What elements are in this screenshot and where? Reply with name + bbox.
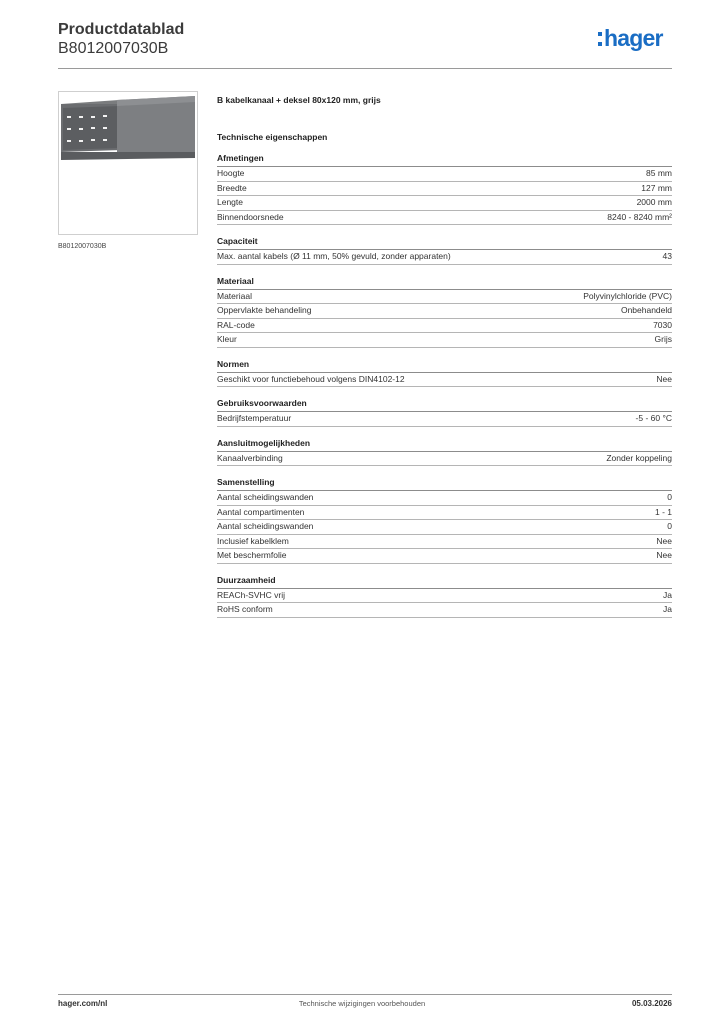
header-divider [58,68,672,69]
spec-label: Bedrijfstemperatuur [217,413,292,424]
section-title: Duurzaamheid [217,574,672,589]
spec-row [217,319,672,334]
spec-row [217,452,672,467]
hager-logo [598,26,663,56]
spec-label: Oppervlakte behandeling [217,305,312,316]
section-title: Gebruiksvoorwaarden [217,397,672,412]
spec-label: Materiaal [217,290,252,301]
spec-row [217,211,672,226]
image-caption: B8012007030B [58,243,107,250]
spec-row [217,506,672,521]
spec-row [217,491,672,506]
footer-divider [58,994,672,995]
spec-value: Nee [656,373,672,384]
spec-value: Zonder koppeling [606,452,672,463]
spec-value: 127 mm [641,182,672,193]
spec-label: Hoogte [217,168,245,179]
spec-label: Lengte [217,197,243,208]
spec-value: 7030 [653,319,672,330]
spec-row [217,333,672,348]
spec-value: Onbehandeld [620,305,672,316]
spec-label: Breedte [217,182,247,193]
spec-label: RAL-code [217,319,255,330]
spec-section [217,235,672,265]
spec-value: 43 [662,251,672,262]
spec-label: REACh-SVHC vrij [217,589,286,600]
spec-row [217,603,672,618]
spec-value: 2000 mm [636,197,672,208]
spec-label: Aantal compartimenten [217,506,305,517]
spec-section [217,397,672,427]
footer-website: hager.com/nl [58,999,108,1008]
logo-text: hager [604,25,663,51]
document-title: Productdatablad [58,21,185,38]
spec-label: Geschikt voor functiebehoud volgens DIN4102-12 [217,373,405,384]
section-title: Aansluitmogelijkheden [217,437,672,452]
spec-value: Ja [663,604,672,615]
spec-row [217,549,672,564]
spec-value: Grijs [654,334,672,345]
product-code: B8012007030B [58,40,169,57]
spec-row [217,535,672,550]
spec-value: Nee [656,535,672,546]
spec-value: 1 - 1 [654,506,672,517]
spec-section [217,437,672,467]
spec-row [217,290,672,305]
section-title: Afmetingen [217,152,672,167]
spec-value: 85 mm [646,168,672,179]
spec-value: Nee [656,550,672,561]
spec-value: Polyvinylchloride (PVC) [583,290,672,301]
spec-section [217,574,672,618]
cable-duct-image [59,92,197,234]
spec-row [217,167,672,182]
spec-label: Aantal scheidingswanden [217,521,314,532]
section-title: Materiaal [217,275,672,290]
spec-row [217,182,672,197]
spec-label: Kleur [217,334,237,345]
section-title: Samenstelling [217,476,672,491]
spec-value: 0 [667,492,672,503]
spec-row [217,373,672,388]
spec-section [217,152,672,225]
product-image [58,91,198,235]
spec-label: Max. aantal kabels (Ø 11 mm, 50% gevuld, zonder apparaten) [217,251,451,262]
spec-label: Binnendoorsnede [217,211,284,222]
spec-section [217,275,672,348]
spec-value: Ja [663,589,672,600]
specifications [217,93,672,618]
spec-value: 0 [667,521,672,532]
spec-label: Kanaalverbinding [217,452,283,463]
spec-row [217,520,672,535]
footer-disclaimer: Technische wijzigingen voorbehouden [298,999,426,1008]
logo-dots-icon [598,32,602,46]
spec-value: -5 - 60 °C [635,413,672,424]
spec-label: Inclusief kabelklem [217,535,289,546]
spec-label: Aantal scheidingswanden [217,492,314,503]
section-title: Normen [217,358,672,373]
footer-date: 05.03.2026 [631,999,672,1008]
spec-row [217,304,672,319]
spec-row [217,250,672,265]
spec-label: RoHS conform [217,604,273,615]
spec-row [217,196,672,211]
spec-sections [217,152,672,618]
spec-section [217,358,672,388]
spec-section [217,476,672,564]
technical-properties-heading: Technische eigenschappen [217,132,328,142]
section-title: Capaciteit [217,235,672,250]
spec-label: Met beschermfolie [217,550,287,561]
spec-row [217,589,672,604]
spec-row [217,412,672,427]
spec-value: 8240 - 8240 mm² [607,211,672,222]
product-name: B kabelkanaal + deksel 80x120 mm, grijs [217,95,381,105]
